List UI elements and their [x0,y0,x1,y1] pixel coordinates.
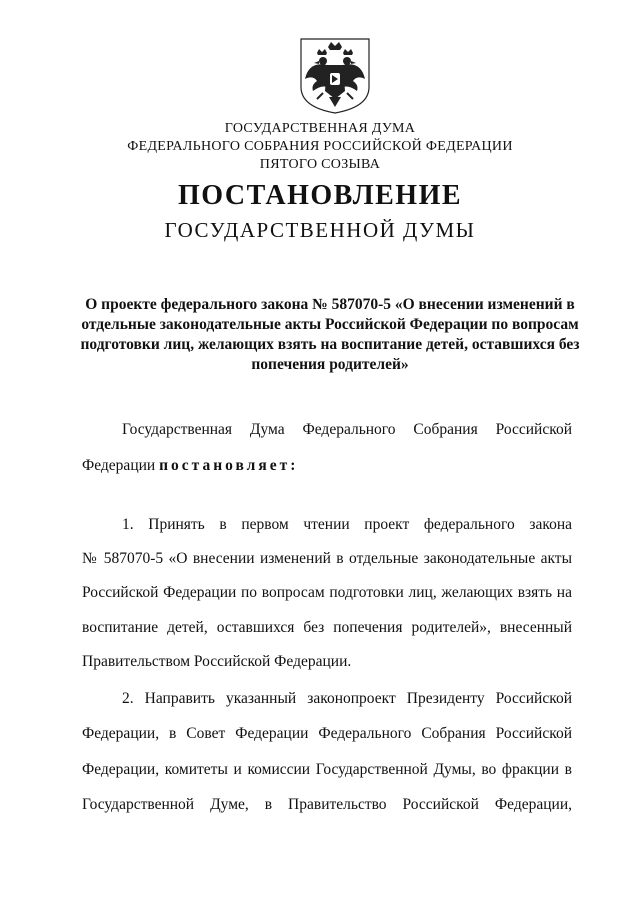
header-convocation: ПЯТОГО СОЗЫВА [259,157,381,172]
item1-line: воспитание детей, оставшихся без попечения родителей», внесенный [82,619,572,636]
document-subject [80,295,580,375]
subject-line: попечения родителей» [251,356,409,373]
subject-line: отдельные законодательные акты Российской Федерации по вопросам [81,316,579,333]
subject-line: подготовки лиц, желающих взять на воспитание детей, оставшихся без [80,336,580,353]
item2-line: Федерации, в Совет Федерации Федерального Собрания Российской [82,725,572,742]
intro-federation: Федерации [82,457,156,474]
coat-of-arms-emblem-icon [297,35,373,115]
item2-line: Государственной Думе, в Правительство Российской Федерации, [82,796,572,813]
intro-line: Государственная Дума Федерального Собрания Российской [122,421,572,438]
subject-line: О проекте федерального закона № 587070-5 «О внесении изменений в [85,296,575,313]
header-federal-assembly: ФЕДЕРАЛЬНОГО СОБРАНИЯ РОССИЙСКОЙ ФЕДЕРАЦИИ [127,139,513,154]
item2-line: Федерации, комитеты и комиссии Государственной Думы, во фракции в [82,761,572,778]
item1-line: 1. Принять в первом чтении проект федерального закона [122,516,572,533]
item1-line: Российской Федерации по вопросам подготовки лиц, желающих взять на [82,584,572,601]
item2-line: 2. Направить указанный законопроект Президенту Российской [122,690,572,707]
item1-line: Правительством Российской Федерации. [82,653,352,670]
document-subtitle: ГОСУДАРСТВЕННОЙ ДУМЫ [164,218,476,242]
item1-line: № 587070-5 «О внесении изменений в отдельные законодательные акты [82,550,572,567]
document-title: ПОСТАНОВЛЕНИЕ [177,180,463,211]
header-duma: ГОСУДАРСТВЕННАЯ ДУМА [224,121,416,136]
resolves-word: постановляет: [159,457,299,474]
intro-resolution-line [82,456,572,476]
